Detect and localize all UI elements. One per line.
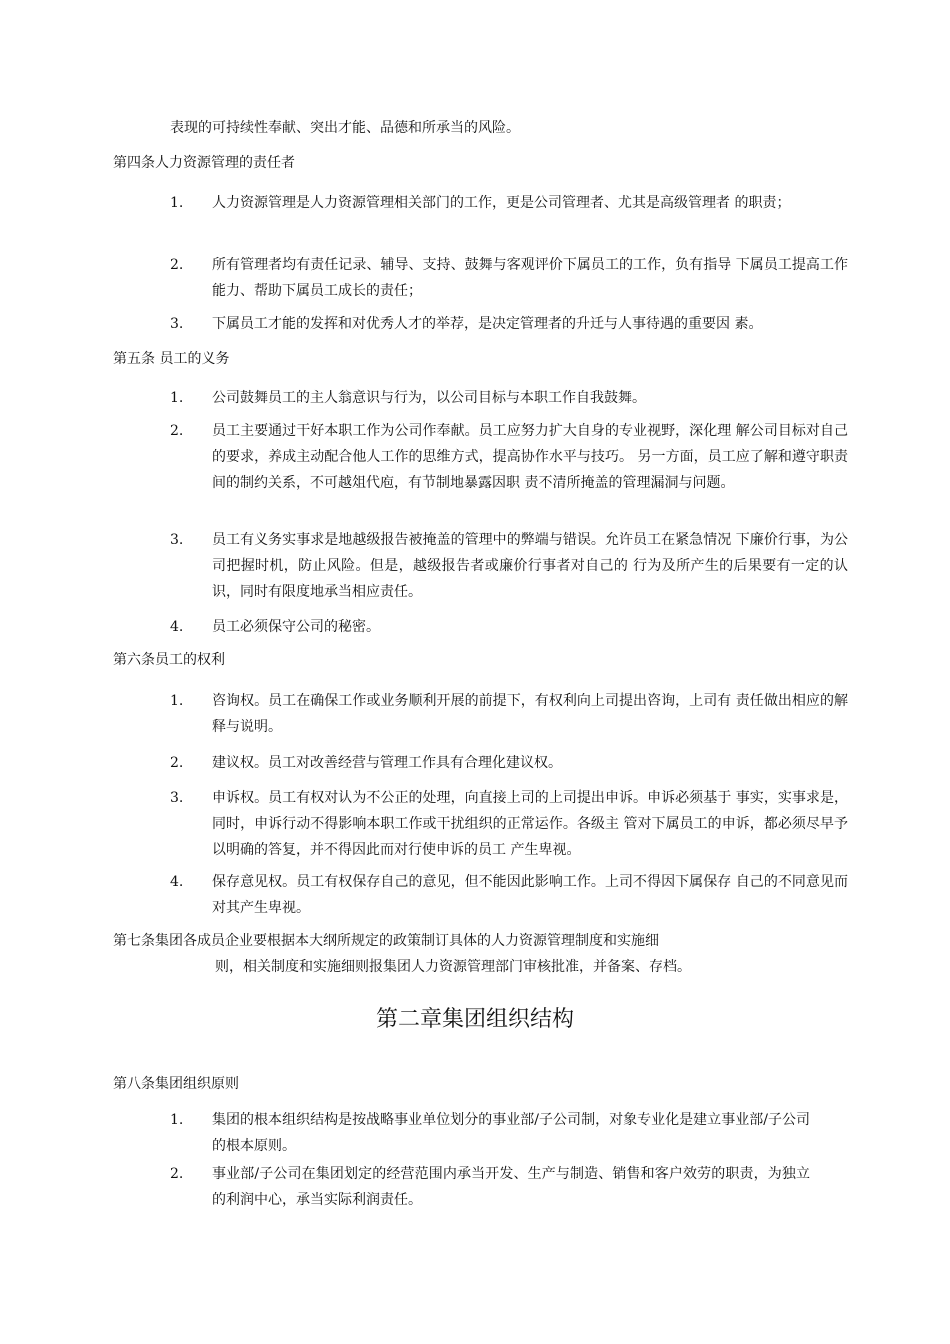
list-item-text: 员工主要通过干好本职工作为公司作奉献。员工应努力扩大自身的专业视野，深化理 解公司目标对自己的要求，养成主动配合他人工作的思维方式，提高协作水平与技巧。 另一方面，员工应了解和遵守职责间的制约关系，不可越俎代庖，有节制地暴露因职 责不清所掩盖的管理漏洞与问题。 [212, 423, 848, 491]
list-item-number: 2. [170, 423, 184, 439]
list-item [170, 311, 848, 337]
list-item-number: 2. [170, 755, 184, 771]
list-item [170, 252, 848, 304]
list-item-text: 申诉权。员工有权对认为不公正的处理，向直接上司的上司提出申诉。申诉必须基于 事实，实事求是，同时，申诉行动不得影响本职工作或干扰组织的正常运作。各级主 管对下属员工的申诉，都必须尽早予以明确的答复，并不得因此而对行使申诉的员工 产生卑视。 [212, 790, 848, 858]
list-item [170, 418, 848, 496]
list-item-text: 事业部/子公司在集团划定的经营范围内承当开发、生产与制造、销售和客户效劳的职责，为独立的利润中心，承当实际利润责任。 [212, 1166, 810, 1208]
article-7-line-1: 第七条集团各成员企业要根据本大纲所规定的政策制订具体的人力资源管理制度和实施细 [113, 933, 659, 949]
list-item-text: 咨询权。员工在确保工作或业务顺利开展的前提下，有权利向上司提出咨询，上司有 责任做出相应的解释与说明。 [212, 693, 848, 735]
list-item-text: 所有管理者均有责任记录、辅导、支持、鼓舞与客观评价下属员工的工作，负有指导 下属员工提高工作能力、帮助下属员工成长的责任； [212, 257, 848, 299]
list-item-number: 3. [170, 316, 184, 332]
list-item-text: 公司鼓舞员工的主人翁意识与行为，以公司目标与本职工作自我鼓舞。 [212, 390, 646, 406]
list-item [170, 688, 848, 740]
article-5-title: 第五条 员工的义务 [113, 351, 230, 367]
list-item-text: 员工必须保守公司的秘密。 [212, 619, 380, 635]
list-item-number: 4. [170, 874, 184, 890]
list-item [170, 869, 848, 921]
article-4-title: 第四条人力资源管理的责任者 [113, 155, 295, 171]
intro-continuation: 表现的可持续性奉献、突出才能、品德和所承当的风险。 [170, 120, 520, 136]
list-item [170, 1107, 810, 1159]
list-item-number: 3. [170, 790, 184, 806]
list-item-number: 1. [170, 1112, 184, 1128]
article-8-title: 第八条集团组织原则 [113, 1076, 239, 1092]
list-item-number: 4. [170, 619, 184, 635]
list-item-text: 保存意见权。员工有权保存自己的意见，但不能因此影响工作。上司不得因下属保存 自己的不同意见而对其产生卑视。 [212, 874, 848, 916]
list-item-text: 建议权。员工对改善经营与管理工作具有合理化建议权。 [212, 755, 562, 771]
list-item-number: 3. [170, 532, 184, 548]
list-item-text: 集团的根本组织结构是按战略事业单位划分的事业部/子公司制，对象专业化是建立事业部/子公司的根本原则。 [212, 1112, 810, 1154]
list-item-text: 员工有义务实事求是地越级报告被掩盖的管理中的弊端与错误。允许员工在紧急情况 下廉价行事，为公司把握时机，防止风险。但是，越级报告者或廉价行事者对自己的 行为及所产生的后果要有一定的认识，同时有限度地承当相应责任。 [212, 532, 848, 600]
list-item-text: 下属员工才能的发挥和对优秀人才的举荐，是决定管理者的升迁与人事待遇的重要因 素。 [212, 316, 763, 332]
article-7 [113, 928, 873, 980]
list-item [170, 1161, 810, 1213]
list-item [170, 190, 848, 216]
list-item [170, 785, 848, 863]
list-item [170, 527, 848, 605]
list-item [170, 385, 848, 411]
list-item [170, 750, 848, 776]
list-item-number: 2. [170, 257, 184, 273]
list-item-number: 1. [170, 693, 184, 709]
list-item [170, 614, 848, 640]
list-item-text: 人力资源管理是人力资源管理相关部门的工作，更是公司管理者、尤其是高级管理者 的职责； [212, 195, 791, 211]
article-7-line-2: 则，相关制度和实施细则报集团人力资源管理部门审核批准，并备案、存档。 [215, 959, 691, 975]
list-item-number: 2. [170, 1166, 184, 1182]
list-item-number: 1. [170, 390, 184, 406]
article-6-title: 第六条员工的权利 [113, 652, 225, 668]
list-item-number: 1. [170, 195, 184, 211]
chapter-title: 第二章集团组织结构 [375, 1007, 574, 1032]
